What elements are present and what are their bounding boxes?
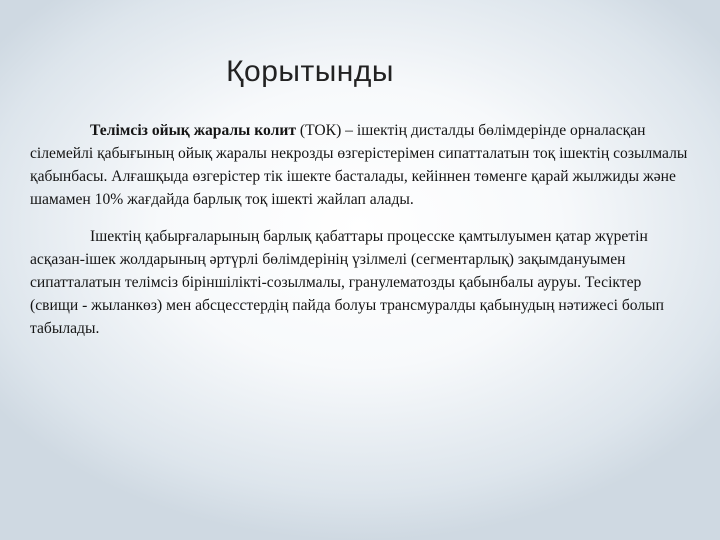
paragraph-crohn: Ішектің қабырғаларының барлық қабаттары процесске қамтылуымен қатар жүретін асқазан-ішек жолдарының әртүрлі бөлімдерінің үзілмелі (сегментарлық) зақымдануымен сипатталатын телімсіз біріншілікті-созылмалы, гранулематозды қабынбалы ауруы. Тесіктер (свищи - жыланкөз) мен абсцесстердің пайда болуы трансмуралды қабынудың нәтижесі болып табылады. <box>30 228 664 337</box>
paragraph-uc-text: (ТОК) – ішектің дисталды бөлімдерінде орналасқан сілемейлі қабығының ойық жаралы некрозды өзгерістерімен сипатталатын тоқ ішектің созылмалы қабынбасы. Алғашқыда өзгерістер тік ішекте басталады, кейіннен төменге қарай жылжиды және шамамен 10% жағдайда барлық тоқ ішекті жайлап алады. <box>30 122 688 208</box>
slide-body <box>30 119 690 354</box>
slide-title: Қорытынды <box>226 55 394 88</box>
term-uc: Телімсіз ойық жаралы колит <box>90 122 296 139</box>
paragraph-uc <box>30 119 690 211</box>
